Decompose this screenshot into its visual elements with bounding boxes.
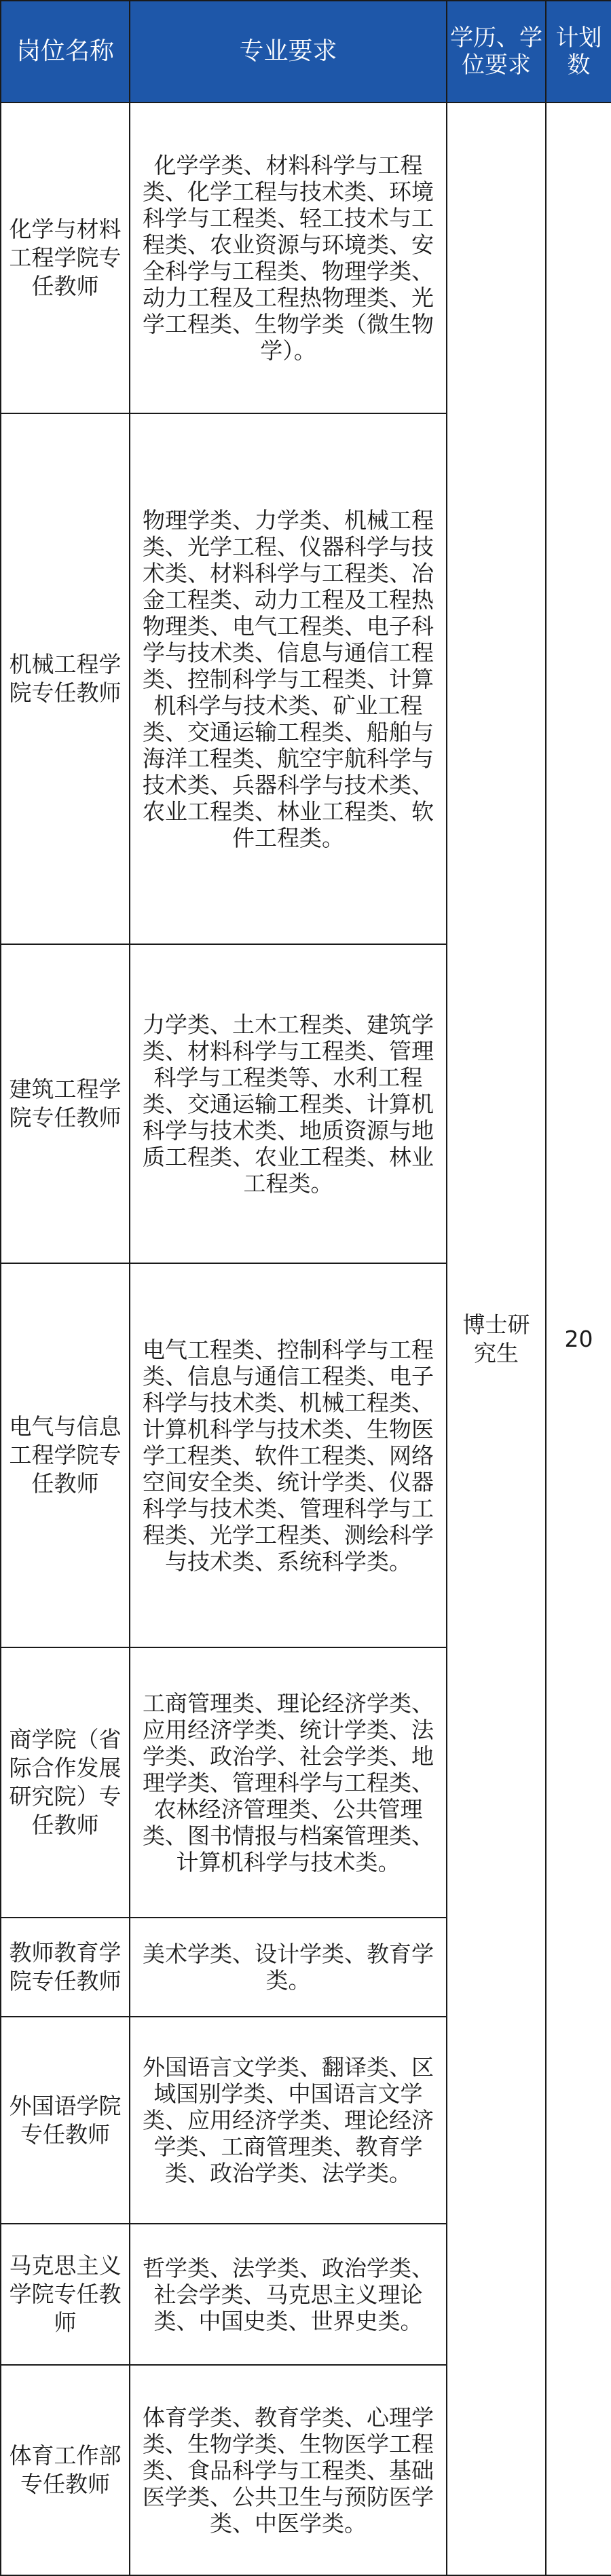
requirement-cell: 电气工程类、控制科学与工程类、信息与通信工程类、电子科学与技术类、机械工程类、计算机科学与技术类、生物医学工程类、软件工程类、网络空间安全类、统计学类、仪器科学与技术类、管理科学与工程类、光学工程类、测绘科学与技术类、系统科学类。 [130, 1263, 447, 1647]
position-cell: 体育工作部专任教师 [1, 2365, 130, 2575]
position-cell: 外国语学院专任教师 [1, 2017, 130, 2224]
plan-cell: 20 [546, 102, 611, 2575]
requirement-cell: 工商管理类、理论经济学类、应用经济学类、统计学类、法学类、政治学、社会学类、地理学类、管理科学与工程类、农林经济管理类、公共管理类、图书情报与档案管理类、计算机科学与技术类。 [130, 1647, 447, 1918]
header-row [1, 1, 611, 102]
position-cell: 化学与材料工程学院专任教师 [1, 102, 130, 413]
requirement-cell: 体育学类、教育学类、心理学类、生物学类、生物医学工程类、食品科学与工程类、基础医学类、公共卫生与预防医学类、中医学类。 [130, 2365, 447, 2575]
requirement-cell: 物理学类、力学类、机械工程类、光学工程、仪器科学与技术类、材料科学与工程类、冶金工程类、动力工程及工程热物理类、电气工程类、电子科学与技术类、信息与通信工程类、控制科学与工程类、计算机科学与技术类、矿业工程类、交通运输工程类、船舶与海洋工程类、航空宇航科学与技术类、兵器科学与技术类、农业工程类、林业工程类、软件工程类。 [130, 413, 447, 944]
header-position: 岗位名称 [1, 1, 130, 102]
requirement-cell: 化学学类、材料科学与工程类、化学工程与技术类、环境科学与工程类、轻工技术与工程类、农业资源与环境类、安全科学与工程类、物理学类、动力工程及工程热物理类、光学工程类、生物学类（微生物学）。 [130, 102, 447, 413]
header-degree [447, 1, 546, 102]
header-plan-label: 计划数 [555, 24, 602, 79]
degree-cell: 博士研究生 [447, 102, 546, 2575]
position-cell: 商学院（省际合作发展研究院）专任教师 [1, 1647, 130, 1918]
header-degree-label: 学历、学位要求 [450, 24, 542, 79]
position-cell: 电气与信息工程学院专任教师 [1, 1263, 130, 1647]
requirement-cell: 力学类、土木工程类、建筑学类、材料科学与工程类、管理科学与工程类等、水利工程类、交通运输工程类、计算机科学与技术类、地质资源与地质工程类、农业工程类、林业工程类。 [130, 944, 447, 1263]
requirement-cell: 外国语言文学类、翻译类、区域国别学类、中国语言文学类、应用经济学类、理论经济学类、工商管理类、教育学类、政治学类、法学类。 [130, 2017, 447, 2224]
header-plan [546, 1, 611, 102]
position-cell: 机械工程学院专任教师 [1, 413, 130, 944]
header-requirement: 专业要求 [130, 1, 447, 102]
table-row [1, 102, 611, 413]
requirement-cell: 哲学类、法学类、政治学类、社会学类、马克思主义理论类、中国史类、世界史类。 [130, 2224, 447, 2365]
position-cell: 马克思主义学院专任教师 [1, 2224, 130, 2365]
position-cell: 教师教育学院专任教师 [1, 1918, 130, 2017]
requirement-cell: 美术学类、设计学类、教育学类。 [130, 1918, 447, 2017]
position-cell: 建筑工程学院专任教师 [1, 944, 130, 1263]
